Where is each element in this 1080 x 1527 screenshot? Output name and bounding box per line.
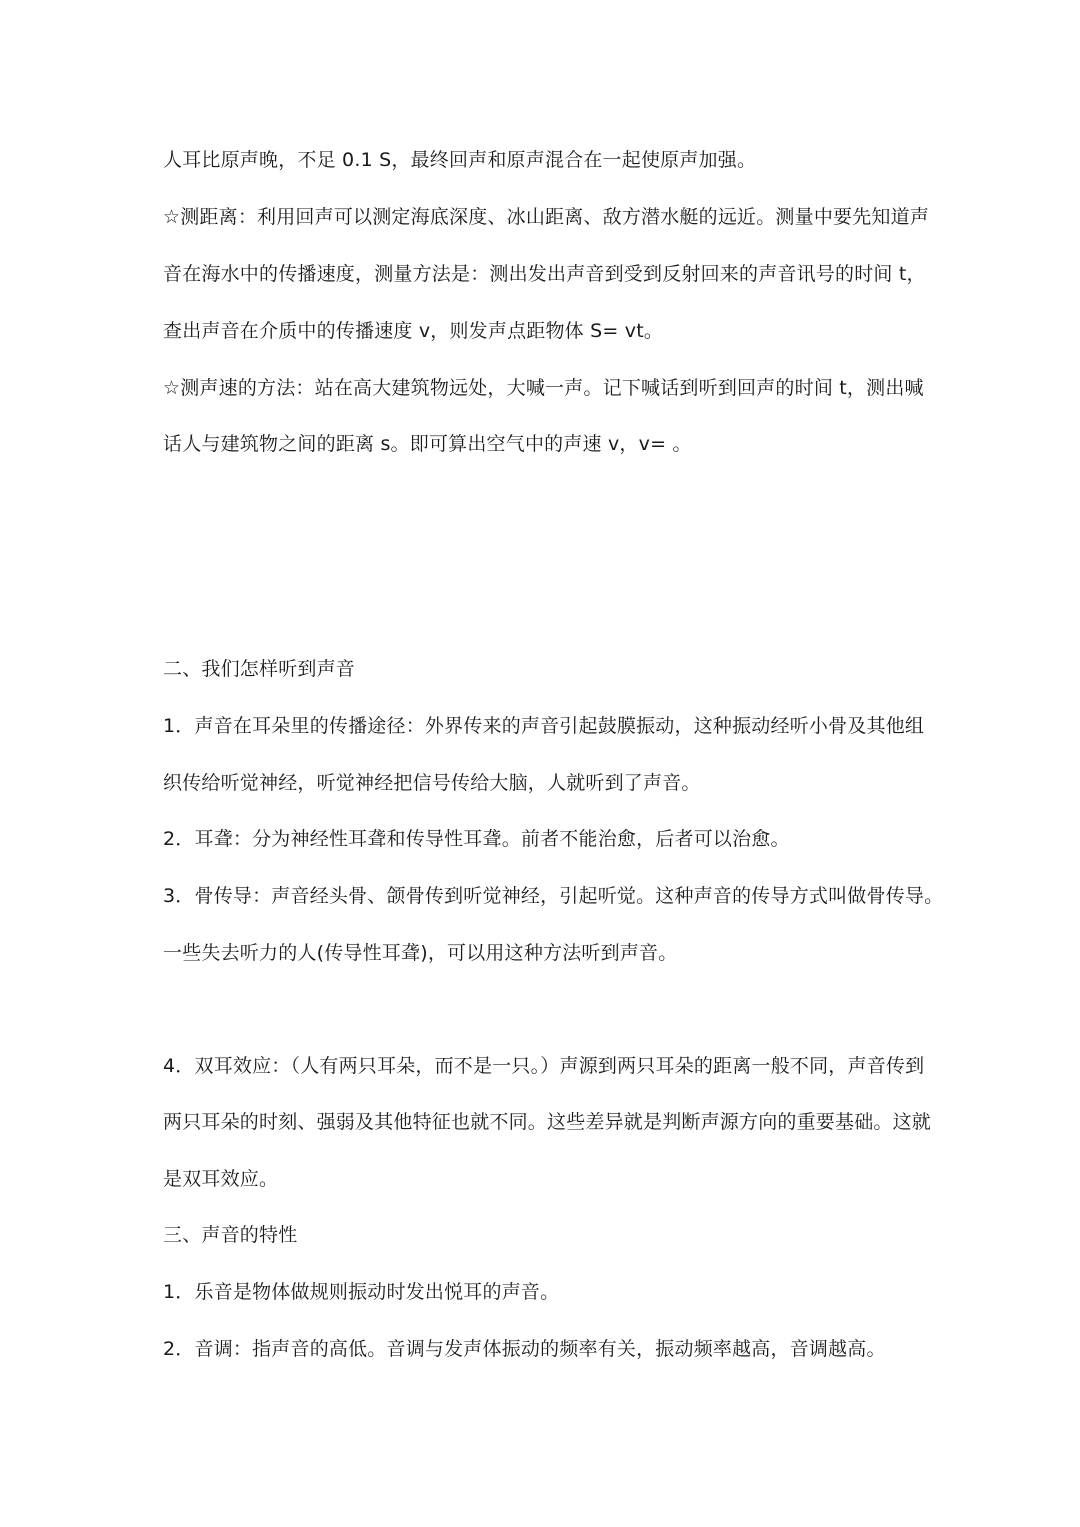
text-line: 两只耳朵的时刻、强弱及其他特征也就不同。这些差异就是判断声源方向的重要基础。这就 bbox=[163, 1111, 932, 1133]
text-line: 音在海水中的传播速度，测量方法是：测出发出声音到受到反射回来的声音讯号的时间 t， bbox=[163, 263, 926, 285]
text-line: 1．声音在耳朵里的传播途径：外界传来的声音引起鼓膜振动，这种振动经听小骨及其他组 bbox=[163, 715, 925, 737]
text-line: ☆测距离：利用回声可以测定海底深度、冰山距离、敌方潜水艇的远近。测量中要先知道声 bbox=[163, 206, 930, 228]
section-heading: 二、我们怎样听到声音 bbox=[163, 658, 356, 680]
text-line: 2．音调：指声音的高低。音调与发声体振动的频率有关，振动频率越高，音调越高。 bbox=[163, 1338, 886, 1360]
text-line: 织传给听觉神经，听觉神经把信号传给大脑，人就听到了声音。 bbox=[163, 772, 701, 794]
text-line: 话人与建筑物之间的距离 s。即可算出空气中的声速 v，v= 。 bbox=[163, 433, 692, 455]
text-line: 3．骨传导：声音经头骨、颌骨传到听觉神经，引起听觉。这种声音的传导方式叫做骨传导。 bbox=[163, 885, 944, 907]
text-line: 一些失去听力的人(传导性耳聋)，可以用这种方法听到声音。 bbox=[163, 942, 678, 964]
text-line: ☆测声速的方法：站在高大建筑物远处，大喊一声。记下喊话到听到回声的时间 t，测出喊 bbox=[163, 377, 924, 399]
text-line: 人耳比原声晚，不足 0.1 S，最终回声和原声混合在一起使原声加强。 bbox=[163, 149, 757, 171]
text-line: 4．双耳效应：（人有两只耳朵，而不是一只。）声源到两只耳朵的距离一般不同，声音传到 bbox=[163, 1055, 925, 1077]
text-line: 2．耳聋：分为神经性耳聋和传导性耳聋。前者不能治愈，后者可以治愈。 bbox=[163, 828, 790, 850]
text-line: 查出声音在介质中的传播速度 v，则发声点距物体 S= vt。 bbox=[163, 320, 664, 342]
text-line: 1．乐音是物体做规则振动时发出悦耳的声音。 bbox=[163, 1281, 560, 1303]
text-line: 是双耳效应。 bbox=[163, 1168, 279, 1190]
section-heading: 三、声音的特性 bbox=[163, 1224, 298, 1246]
